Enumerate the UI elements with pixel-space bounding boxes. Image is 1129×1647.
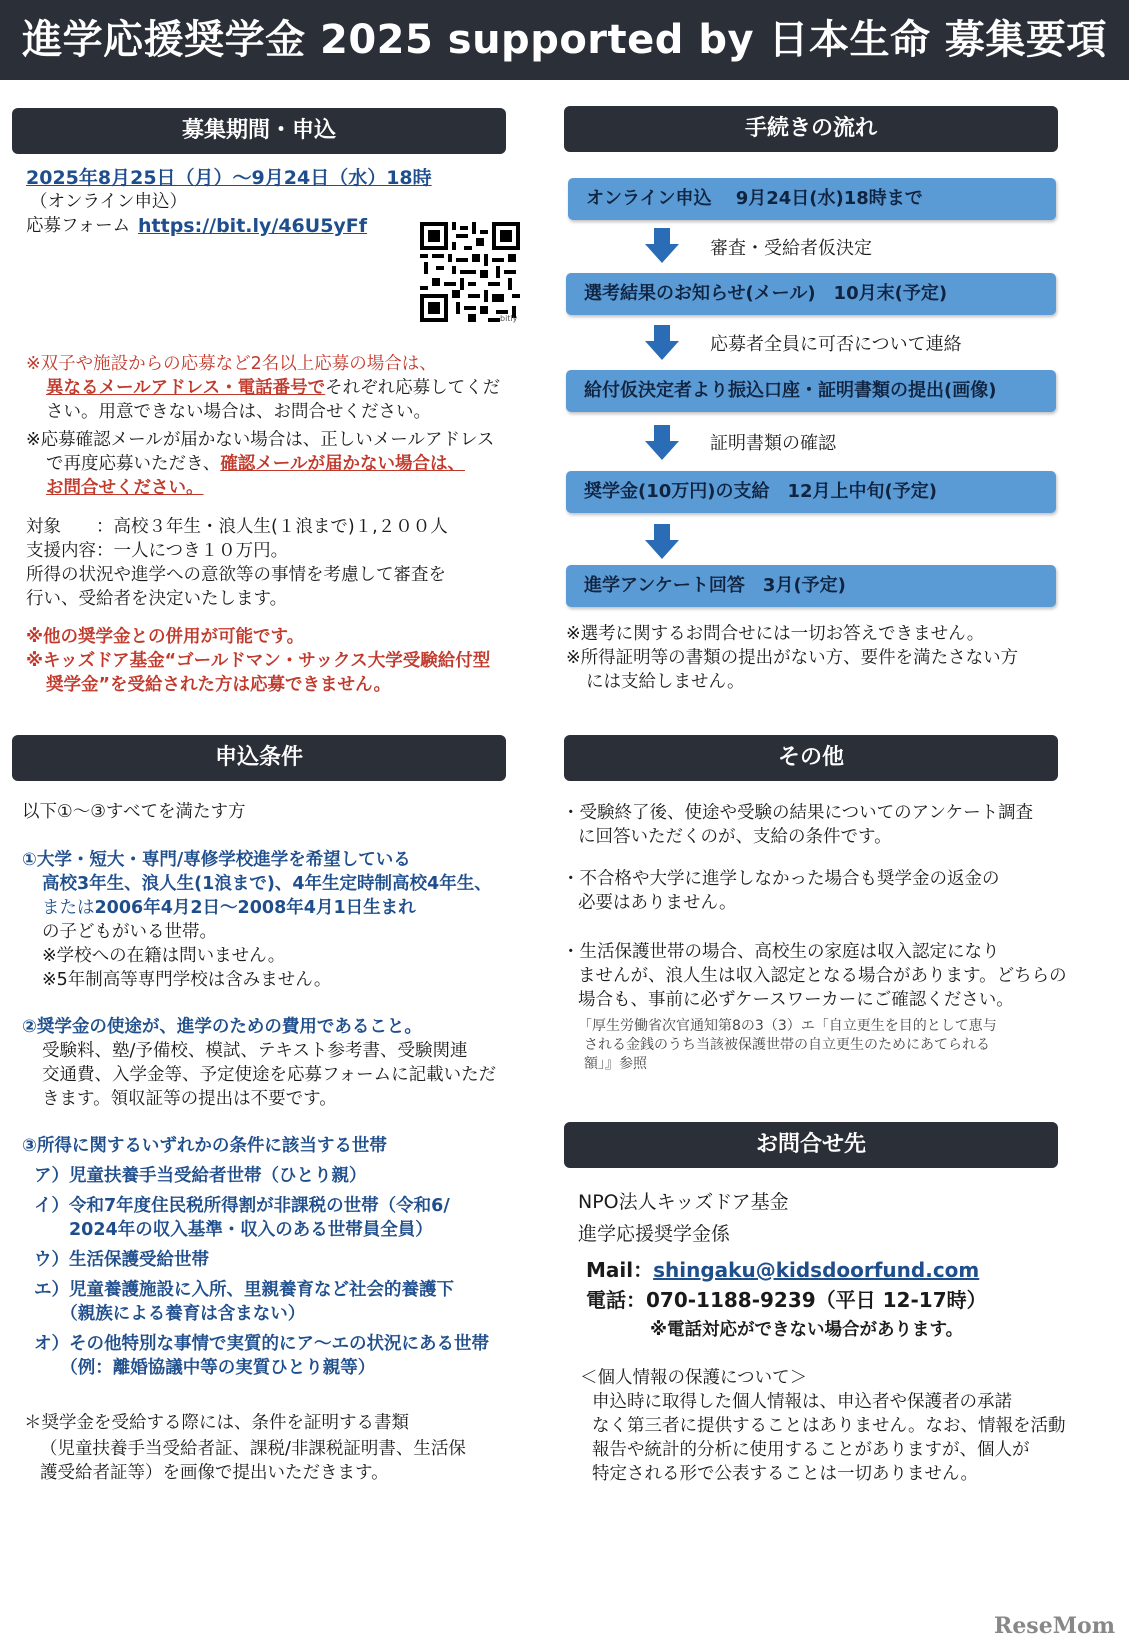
- contact-mail-row: [586, 1258, 979, 1283]
- down-arrow-icon: [644, 325, 680, 361]
- other-reference-3: 額」』参照: [584, 1056, 647, 1072]
- note2-text: で再度応募いただき、: [46, 454, 221, 474]
- flow-step-4: 奨学金(10万円)の支給 12月上中旬(予定): [566, 471, 1056, 513]
- flow-footer-1: ※選考に関するお問合せには一切お答えできません。: [566, 624, 985, 644]
- privacy-line4: 特定される形で公表することは一切ありません。: [592, 1464, 979, 1484]
- condition-1-line4: の子どもがいる世帯。: [42, 922, 217, 942]
- page-title: 進学応援奨学金 2025 supported by 日本生命 募集要項: [0, 0, 1129, 80]
- conditions-footnote3: 護受給者証等）を画像で提出いただきます。: [40, 1463, 389, 1483]
- condition-2-line3: 交通費、入学金等、予定使途を応募フォームに記載いただ: [42, 1065, 497, 1085]
- flow-footer-2b: には支給しません。: [586, 672, 745, 692]
- contact-dept: 進学応援奨学金係: [578, 1223, 731, 1245]
- contact-heading: お問合せ先: [564, 1122, 1058, 1168]
- other-bullet-2a: ・不合格や大学に進学しなかった場合も奨学金の返金の: [562, 869, 1000, 889]
- condition-2-line2: 受験料、塾/予備校、模試、テキスト参考書、受験関連: [42, 1041, 468, 1061]
- period-online: （オンライン申込）: [30, 192, 187, 212]
- criteria-line1: 所得の状況や進学への意欲等の事情を考慮して審査を: [26, 565, 446, 585]
- flow-step-1: オンライン申込 9月24日(水)18時まで: [568, 178, 1056, 220]
- note1-emphasis: 異なるメールアドレス・電話番号で: [46, 378, 326, 398]
- condition-3-item-i1: イ）令和7年度住民税所得割が非課税の世帯（令和6/: [34, 1196, 450, 1216]
- condition-1-note1: ※学校への在籍は問いません。: [42, 946, 286, 966]
- privacy-line2: なく第三者に提供することはありません。なお、情報を活動: [592, 1416, 1066, 1436]
- other-bullet-3b: ませんが、浪人生は収入認定となる場合があります。どちらの: [578, 966, 1067, 986]
- flow-step-5: 進学アンケート回答 3月(予定): [566, 565, 1056, 607]
- note2-line2: [46, 452, 465, 477]
- flow-note-3: 証明書類の確認: [710, 433, 836, 454]
- note1-line3: さい。用意できない場合は、お問合せください。: [46, 402, 431, 422]
- other-bullet-2b: 必要はありません。: [578, 893, 737, 913]
- contact-tel-note: ※電話対応ができない場合があります。: [650, 1320, 964, 1340]
- other-reference-1: 「厚生労働省次官通知第8の3（3）エ「自立更生を目的として恵与: [578, 1018, 997, 1034]
- note1-line1: ※双子や施設からの応募など2名以上応募の場合は、: [26, 354, 437, 374]
- period-heading: 募集期間・申込: [12, 108, 506, 154]
- condition-1-or: または: [42, 898, 95, 918]
- condition-3-item-u: ウ）生活保護受給世帯: [34, 1250, 209, 1270]
- note1-line2: [46, 376, 500, 401]
- other-reference-2: される金銭のうち当該被保護世帯の自立更生のためにあてられる: [584, 1037, 990, 1053]
- note1-rest: それぞれ応募してくだ: [325, 378, 501, 398]
- condition-3-item-i2: 2024年の収入基準・収入のある世帯員全員）: [34, 1220, 433, 1240]
- mail-label: Mail：: [586, 1258, 654, 1282]
- red-note-exclusion1: ※キッズドア基金“ゴールドマン・サックス大学受験給付型: [26, 651, 491, 671]
- red-note-exclusion2: 奨学金”を受給された方は応募できません。: [46, 675, 392, 695]
- condition-1-birth: 2006年4月2日～2008年4月1日生まれ: [94, 898, 416, 918]
- condition-2-line1: ②奨学金の使途が、進学のための費用であること。: [22, 1017, 422, 1037]
- other-bullet-3c: 場合も、事前に必ずケースワーカーにご確認ください。: [578, 990, 1014, 1010]
- condition-3-item-a: ア）児童扶養手当受給者世帯（ひとり親）: [34, 1166, 367, 1186]
- down-arrow-icon: [644, 228, 680, 264]
- other-bullet-1a: ・受験終了後、使途や受験の結果についてのアンケート調査: [562, 803, 1034, 823]
- condition-1-line1: ①大学・短大・専門/専修学校進学を希望している: [22, 850, 411, 870]
- flow-note-2: 応募者全員に可否について連絡: [710, 334, 962, 355]
- resemom-watermark: ReseMom: [994, 1613, 1115, 1639]
- qr-caption: bitly: [500, 314, 518, 323]
- note2-emphasis: 確認メールが届かない場合は、: [220, 454, 465, 474]
- other-heading: その他: [564, 735, 1058, 781]
- flow-step-3: 給付仮決定者より振込口座・証明書類の提出(画像): [566, 370, 1056, 412]
- condition-3-heading: ③所得に関するいずれかの条件に該当する世帯: [22, 1136, 387, 1156]
- flow-step-2: 選考結果のお知らせ(メール) 10月末(予定): [566, 273, 1056, 315]
- qr-code[interactable]: [420, 222, 520, 322]
- flow-note-1: 審査・受給者仮決定: [710, 238, 872, 259]
- conditions-heading: 申込条件: [12, 735, 506, 781]
- down-arrow-icon: [644, 524, 680, 560]
- support-line: 支援内容：一人につき１０万円。: [26, 541, 289, 561]
- privacy-line1: 申込時に取得した個人情報は、申込者や保護者の承諾: [592, 1392, 1012, 1412]
- condition-3-item-e2: （親族による養育は含まない）: [34, 1304, 306, 1324]
- contact-tel[interactable]: 電話：070-1188-9239（平日 12-17時）: [586, 1288, 987, 1312]
- flow-footer-2a: ※所得証明等の書類の提出がない方、要件を満たさない方: [566, 648, 1019, 668]
- form-link[interactable]: https://bit.ly/46U5yFf: [138, 215, 368, 237]
- condition-1-note2: ※5年制高等専門学校は含みません。: [42, 970, 332, 990]
- condition-3-item-o1: オ）その他特別な事情で実質的にア～エの状況にある世帯: [34, 1334, 489, 1354]
- note2-line3: お問合せください。: [46, 478, 204, 498]
- period-dates: 2025年8月25日（月）～9月24日（水）18時: [26, 167, 432, 189]
- privacy-line3: 報告や統計的分析に使用することがありますが、個人が: [592, 1440, 1030, 1460]
- note2-line1: ※応募確認メールが届かない場合は、正しいメールアドレス: [26, 430, 495, 450]
- privacy-heading: ＜個人情報の保護について＞: [580, 1368, 808, 1388]
- form-label: 応募フォーム: [26, 216, 131, 236]
- criteria-line2: 行い、受給者を決定いたします。: [26, 589, 288, 609]
- condition-3-item-e1: エ）児童養護施設に入所、里親養育など社会的養護下: [34, 1280, 454, 1300]
- flow-heading: 手続きの流れ: [564, 106, 1058, 152]
- condition-2-line4: きます。領収証等の提出は不要です。: [42, 1089, 337, 1109]
- target-line: 対象 ：高校３年生・浪人生(１浪まで)１,２００人: [26, 517, 448, 537]
- conditions-footnote2: （児童扶養手当受給者証、課税/非課税証明書、生活保: [40, 1439, 466, 1459]
- other-bullet-3a: ・生活保護世帯の場合、高校生の家庭は収入認定になり: [562, 942, 1000, 962]
- conditions-footnote1: ＊奨学金を受給する際には、条件を証明する書類: [24, 1413, 409, 1433]
- condition-1-line2: 高校3年生、浪人生(1浪まで)、4年生定時制高校4年生、: [42, 874, 492, 894]
- condition-3-item-o2: （例：離婚協議中等の実質ひとり親等）: [34, 1358, 376, 1378]
- down-arrow-icon: [644, 425, 680, 461]
- contact-org: NPO法人キッズドア基金: [578, 1191, 789, 1213]
- contact-mail-link[interactable]: shingaku@kidsdoorfund.com: [653, 1258, 980, 1282]
- conditions-intro: 以下①～③すべてを満たす方: [22, 802, 246, 822]
- red-note-combined: ※他の奨学金との併用が可能です。: [26, 627, 305, 647]
- condition-1-line3: [42, 896, 416, 921]
- other-bullet-1b: に回答いただくのが、支給の条件です。: [578, 827, 892, 847]
